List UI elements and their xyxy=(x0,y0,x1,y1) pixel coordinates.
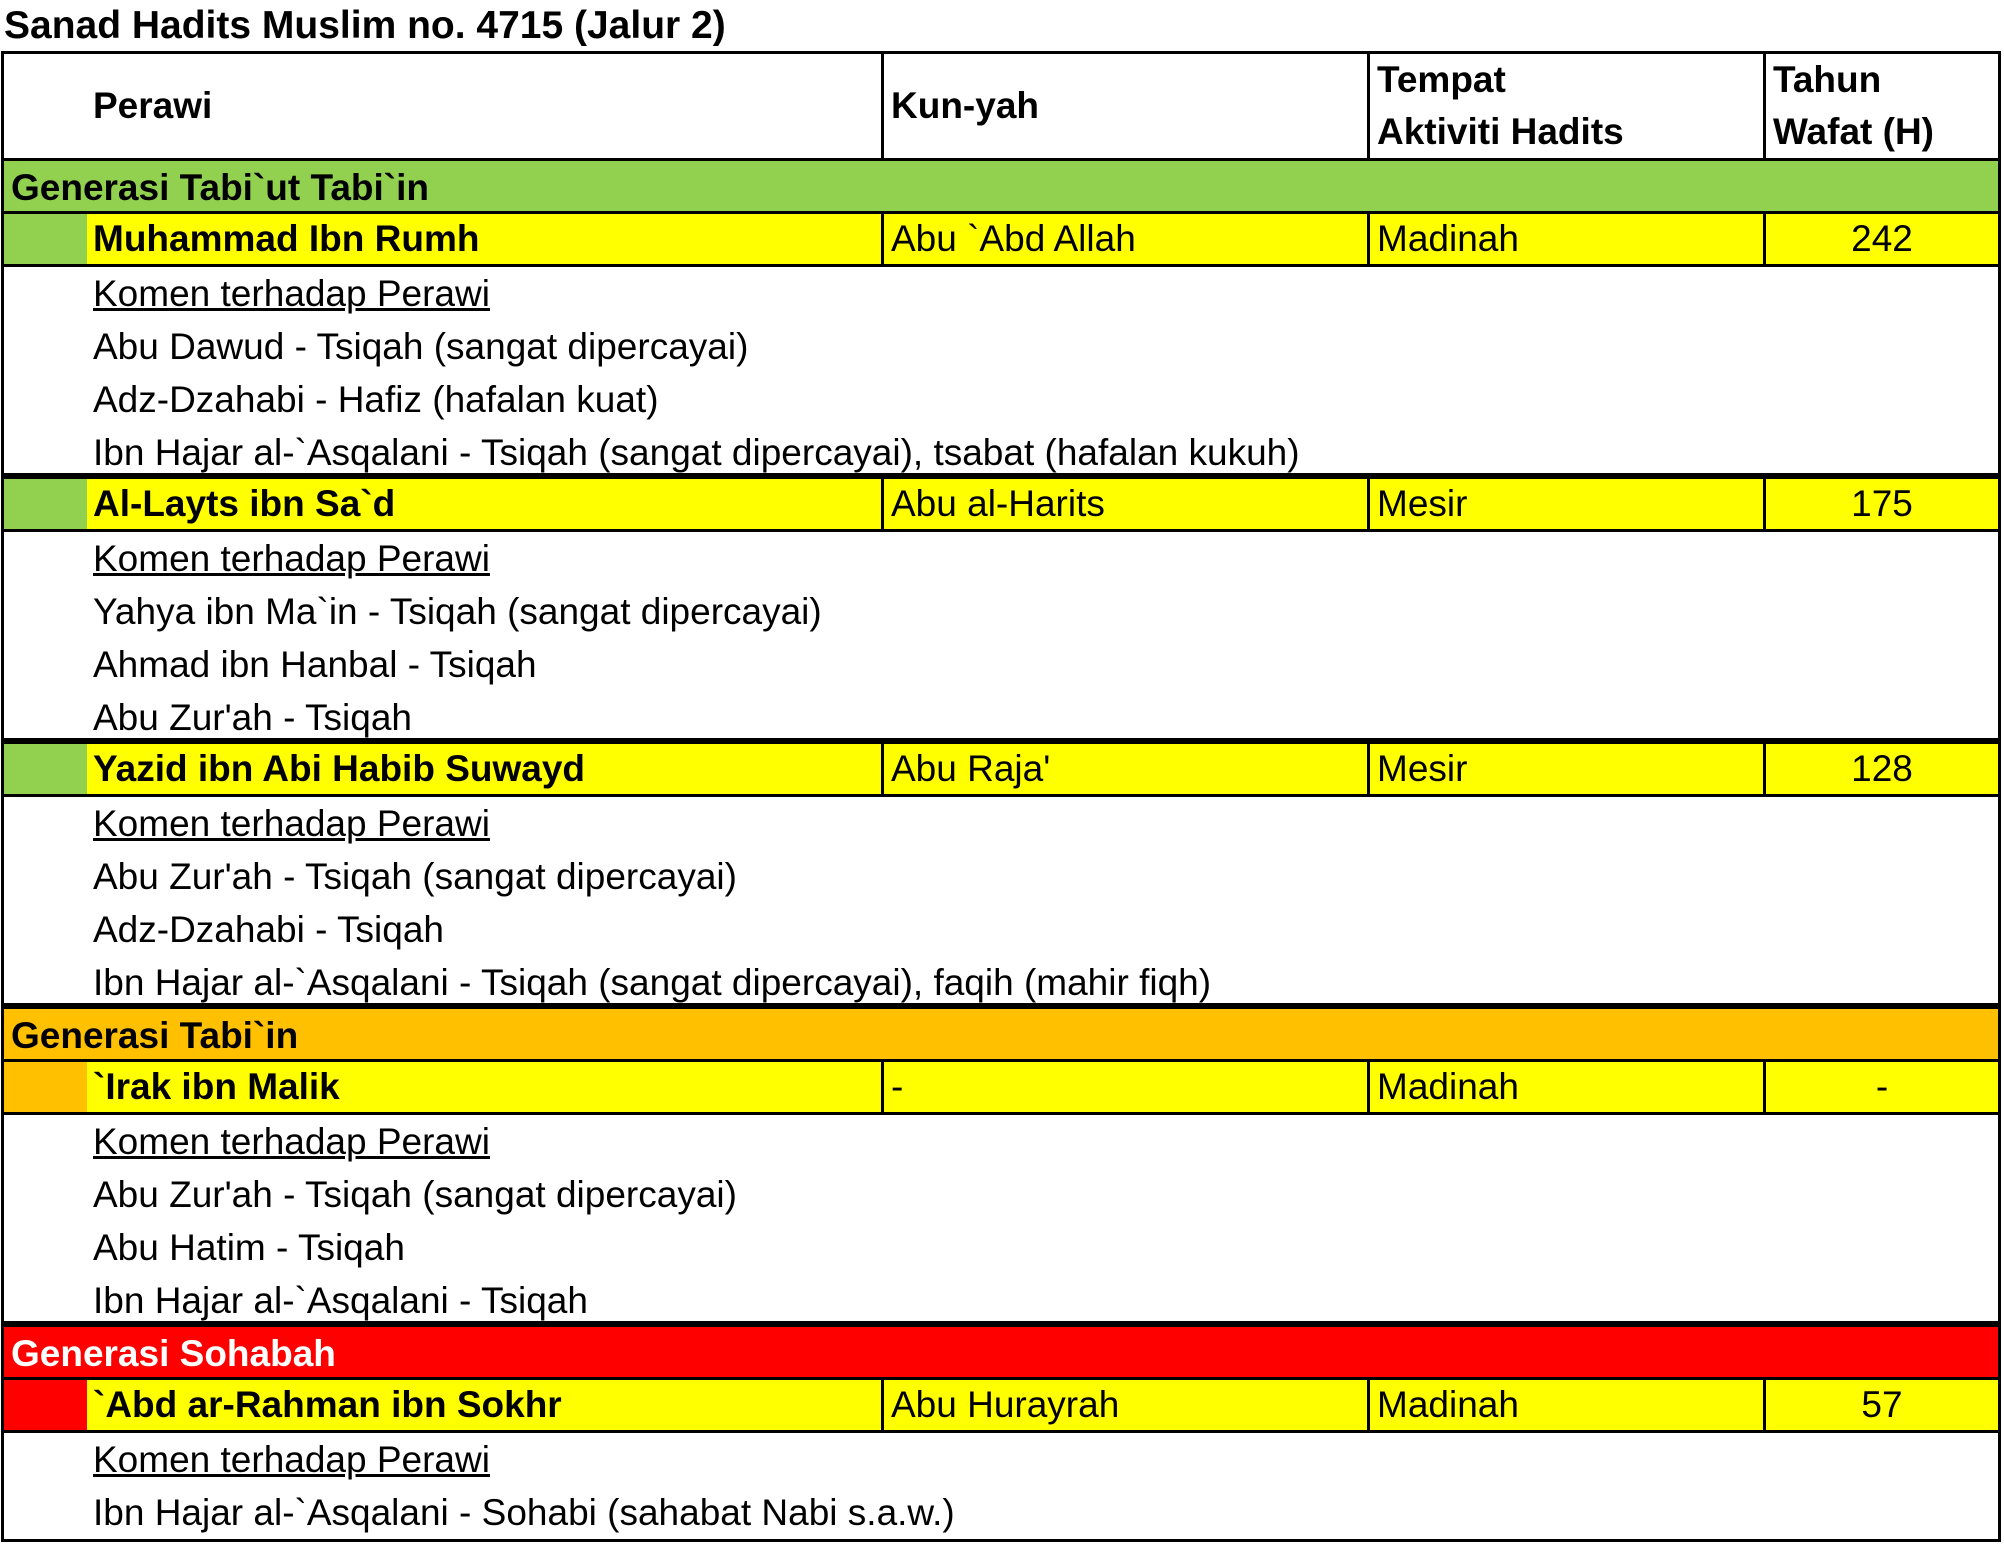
narrator-place: Mesir xyxy=(1370,744,1766,794)
generation-color-swatch xyxy=(4,744,87,794)
generation-row-tabiut-tabiin: Generasi Tabi`ut Tabi`in xyxy=(4,161,1998,214)
generation-row-sohabah: Generasi Sohabah xyxy=(4,1327,1998,1380)
narrator-row[interactable] xyxy=(4,479,1998,532)
comment-heading: Komen terhadap Perawi xyxy=(93,273,490,314)
comment-line: Adz-Dzahabi - Tsiqah xyxy=(93,909,444,950)
header-perawi: Perawi xyxy=(4,54,884,158)
table-header xyxy=(4,54,1998,161)
narrator-name: `Abd ar-Rahman ibn Sokhr xyxy=(87,1380,884,1430)
comment-line: Ibn Hajar al-`Asqalani - Tsiqah xyxy=(4,1274,1998,1327)
comment-line: Ahmad ibn Hanbal - Tsiqah xyxy=(93,644,537,685)
narrator-row[interactable] xyxy=(4,214,1998,267)
header-tahun: Tahun Wafat (H) xyxy=(1773,59,1934,152)
header-tempat: Tempat Aktiviti Hadits xyxy=(1370,54,1766,158)
generation-color-swatch xyxy=(4,1062,87,1112)
narrator-name: Yazid ibn Abi Habib Suwayd xyxy=(87,744,884,794)
comment-line: Abu Zur'ah - Tsiqah xyxy=(4,691,1998,744)
narrator-death-year: 175 xyxy=(1851,483,1913,524)
comment-line: Abu Zur'ah - Tsiqah (sangat dipercayai) xyxy=(93,856,737,897)
page-title: Sanad Hadits Muslim no. 4715 (Jalur 2) xyxy=(4,4,726,47)
comment-line: Yahya ibn Ma`in - Tsiqah (sangat dipercayai) xyxy=(93,591,822,632)
narrator-kunyah: Abu `Abd Allah xyxy=(884,214,1370,264)
comment-line: Abu Zur'ah - Tsiqah (sangat dipercayai) xyxy=(93,1174,737,1215)
comment-line: Abu Dawud - Tsiqah (sangat dipercayai) xyxy=(93,326,749,367)
generation-color-swatch xyxy=(4,214,87,264)
narrator-name: Al-Layts ibn Sa`d xyxy=(87,479,884,529)
comment-line: Ibn Hajar al-`Asqalani - Tsiqah (sangat dipercayai), faqih (mahir fiqh) xyxy=(4,956,1998,1009)
header-kunyah: Kun-yah xyxy=(884,54,1370,158)
comment-heading: Komen terhadap Perawi xyxy=(93,1121,490,1162)
sanad-table xyxy=(1,51,2001,1542)
narrator-kunyah: Abu al-Harits xyxy=(884,479,1370,529)
narrator-name: `Irak ibn Malik xyxy=(87,1062,884,1112)
narrator-name: Muhammad Ibn Rumh xyxy=(87,214,884,264)
narrator-death-year: - xyxy=(1875,1066,1889,1107)
generation-color-swatch xyxy=(4,479,87,529)
comment-line: Ibn Hajar al-`Asqalani - Tsiqah (sangat dipercayai), tsabat (hafalan kukuh) xyxy=(4,426,1998,479)
comment-heading: Komen terhadap Perawi xyxy=(93,538,490,579)
narrator-death-year: 57 xyxy=(1861,1384,1903,1425)
narrator-place: Madinah xyxy=(1370,1380,1766,1430)
comment-line: Adz-Dzahabi - Hafiz (hafalan kuat) xyxy=(93,379,659,420)
comment-line: Ibn Hajar al-`Asqalani - Sohabi (sahabat Nabi s.a.w.) xyxy=(93,1492,955,1533)
narrator-place: Mesir xyxy=(1370,479,1766,529)
generation-color-swatch xyxy=(4,1380,87,1430)
narrator-row[interactable] xyxy=(4,1380,1998,1433)
narrator-place: Madinah xyxy=(1370,214,1766,264)
narrator-kunyah: - xyxy=(884,1062,1370,1112)
narrator-death-year: 128 xyxy=(1851,748,1913,789)
comment-heading: Komen terhadap Perawi xyxy=(93,803,490,844)
narrator-place: Madinah xyxy=(1370,1062,1766,1112)
narrator-kunyah: Abu Raja' xyxy=(884,744,1370,794)
narrator-row[interactable] xyxy=(4,744,1998,797)
narrator-row[interactable] xyxy=(4,1062,1998,1115)
narrator-death-year: 242 xyxy=(1851,218,1913,259)
narrator-kunyah: Abu Hurayrah xyxy=(884,1380,1370,1430)
comment-heading: Komen terhadap Perawi xyxy=(93,1439,490,1480)
comment-line: Abu Hatim - Tsiqah xyxy=(93,1227,405,1268)
generation-row-tabiin: Generasi Tabi`in xyxy=(4,1009,1998,1062)
